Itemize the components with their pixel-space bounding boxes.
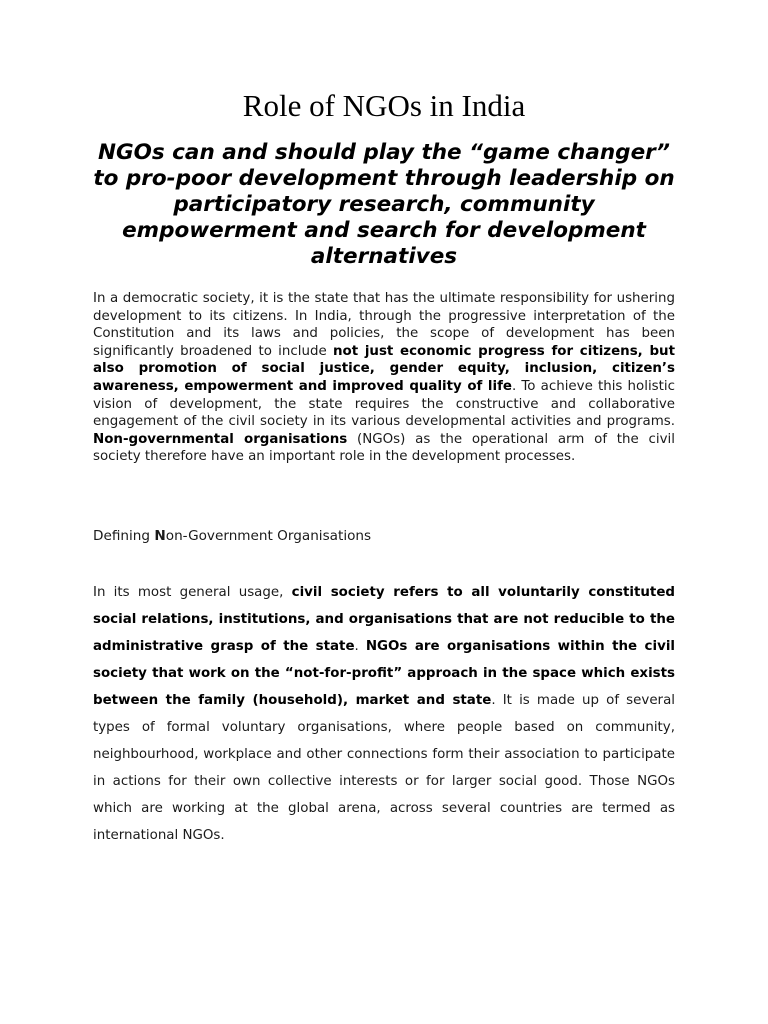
intro-text-1: In a democratic society, it is the state that has the ultimate responsibility for ushering development to its citizens. In India, through the progressive interpretation of the Constitution and its laws and policies, the scope of development has been significantly broadened to include bbox=[93, 291, 675, 359]
intro-text-3: (NGOs) as the operational arm of the civil society therefore have an important role in the development processes. bbox=[93, 431, 675, 465]
document-subtitle: NGOs can and should play the “game changer” to pro-poor development through leadership on participatory research, community empowerment and search for development alternatives bbox=[93, 140, 675, 269]
body-text-2: . bbox=[354, 639, 366, 654]
section-heading-text-1: Defining bbox=[93, 528, 155, 544]
intro-bold-1: not just economic progress for citizens, but also promotion of social justice, gender equity, inclusion, citizen’s awareness, empowerment and improved quality of life bbox=[93, 343, 675, 394]
section-heading-text-2: on-Government Organisations bbox=[165, 528, 372, 544]
body-text-1: In its most general usage, bbox=[93, 585, 292, 600]
intro-text-2: . To achieve this holistic vision of development, the state requires the constructive and collaborative engagement of the civil society in its various developmental activities and programs. bbox=[93, 378, 675, 430]
body-bold-1: civil society refers to all voluntarily constituted social relations, institutions, and organisations that are not reducible to the administrative grasp of the state bbox=[93, 585, 675, 654]
section-heading-bold: N bbox=[154, 528, 166, 544]
intro-bold-2: Non-governmental organisations bbox=[93, 431, 348, 447]
body-text-3: . It is made up of several types of formal voluntary organisations, where people based on community, neighbourhood, workplace and other connections form their association to participate in actions for their own collective interests or for larger social good. Those NGOs which are working at the global arena, across several countries are termed as international NGOs. bbox=[93, 693, 675, 843]
page-title: Role of NGOs in India bbox=[242, 88, 526, 123]
intro-paragraph bbox=[93, 290, 675, 466]
body-paragraph bbox=[93, 579, 675, 849]
section-heading bbox=[93, 527, 675, 545]
body-bold-2: NGOs are organisations within the civil society that work on the “not-for-profit” approach in the space which exists between the family (household), market and state bbox=[93, 639, 675, 708]
